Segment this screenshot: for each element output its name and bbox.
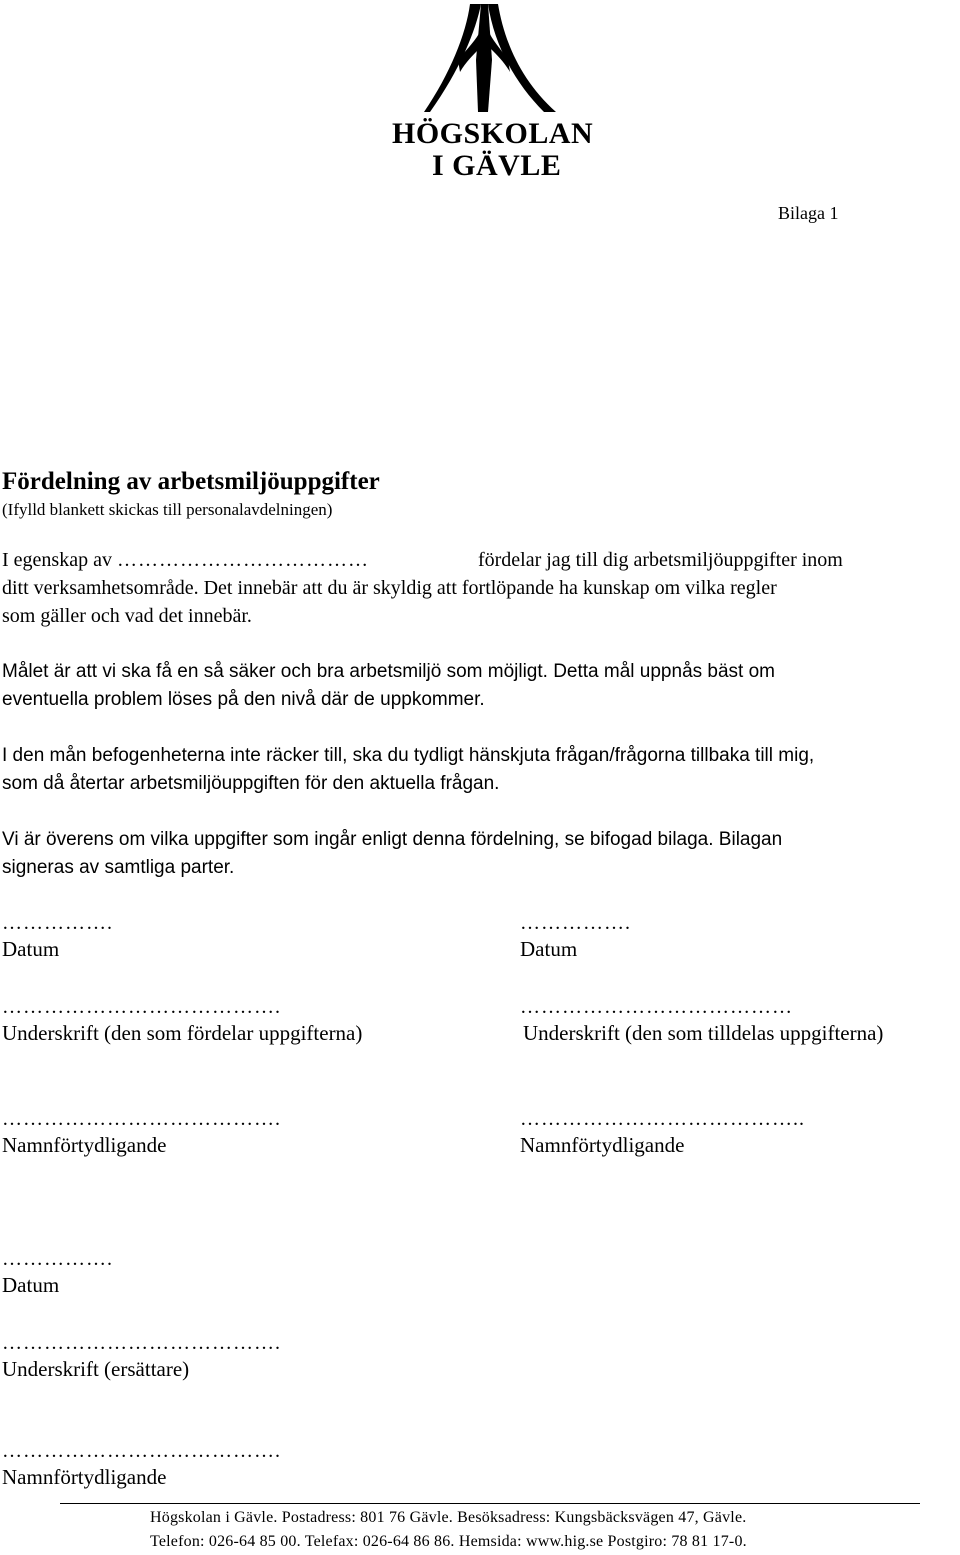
substitute-name-label: Namnförtydligande xyxy=(2,1465,167,1489)
university-logo xyxy=(380,0,600,190)
footer-divider xyxy=(60,1503,920,1504)
signature-label-left: Underskrift (den som fördelar uppgifterna) xyxy=(2,1021,363,1045)
substitute-signature-field[interactable]: …………………………………. xyxy=(2,1332,281,1354)
substitute-signature-label: Underskrift (ersättare) xyxy=(2,1357,190,1381)
p1-end-text: fördelar jag till dig arbetsmiljöuppgifter inom xyxy=(477,549,843,571)
paragraph-4-line-2: signeras av samtliga parter. xyxy=(2,857,235,878)
date-label-left: Datum xyxy=(2,937,60,961)
paragraph-4-line-1: Vi är överens om vilka uppgifter som ingår enligt denna fördelning, se bifogad bilaga. Bilagan xyxy=(2,829,783,850)
substitute-date-label: Datum xyxy=(2,1273,60,1297)
name-field-left[interactable]: …………………………………. xyxy=(2,1108,281,1130)
paragraph-2-line-2: eventuella problem löses på den nivå där de uppkommer. xyxy=(2,689,485,710)
date-field-right[interactable]: ……………. xyxy=(520,912,631,934)
footer-address: Högskolan i Gävle. Postadress: 801 76 Gävle. Besöksadress: Kungsbäcksvägen 47, Gävle. xyxy=(150,1509,747,1526)
date-label-right: Datum xyxy=(520,937,578,961)
p1-fill-dots: ……………………………… xyxy=(116,549,369,571)
substitute-name-field[interactable]: …………………………………. xyxy=(2,1440,281,1462)
date-field-left[interactable]: ……………. xyxy=(2,912,113,934)
paragraph-1-line-1 xyxy=(2,546,843,574)
attachment-label: Bilaga 1 xyxy=(778,203,839,223)
signature-field-right[interactable]: ………………………………… xyxy=(520,996,793,1018)
name-field-right[interactable]: ………………………………….. xyxy=(520,1108,805,1130)
paragraph-3-line-1: I den mån befogenheterna inte räcker till, ska du tydligt hänskjuta frågan/frågorna tillbaka till mig, xyxy=(2,745,815,766)
paragraph-2-line-1: Målet är att vi ska få en så säker och bra arbetsmiljö som möjligt. Detta mål uppnås bäst om xyxy=(2,661,775,682)
university-emblem-icon xyxy=(380,0,600,120)
paragraph-1-line-3: som gäller och vad det innebär. xyxy=(2,605,252,627)
footer-contact: Telefon: 026-64 85 00. Telefax: 026-64 86 86. Hemsida: www.hig.se Postgiro: 78 81 17-0. xyxy=(150,1533,747,1550)
logo-line2: I GÄVLE xyxy=(432,149,562,182)
paragraph-1-line-2: ditt verksamhetsområde. Det innebär att du är skyldig att fortlöpande ha kunskap om vilka regler xyxy=(2,577,777,599)
page-title: Fördelning av arbetsmiljöuppgifter xyxy=(2,468,380,495)
page-subtitle: (Ifylld blankett skickas till personalavdelningen) xyxy=(2,500,333,519)
p1-start-text: I egenskap av xyxy=(2,549,112,571)
name-label-right: Namnförtydligande xyxy=(520,1133,685,1157)
paragraph-3-line-2: som då återtar arbetsmiljöuppgiften för den aktuella frågan. xyxy=(2,773,500,794)
signature-label-right: Underskrift (den som tilldelas uppgifterna) xyxy=(523,1021,884,1045)
substitute-date-field[interactable]: ……………. xyxy=(2,1248,113,1270)
name-label-left: Namnförtydligande xyxy=(2,1133,167,1157)
signature-field-left[interactable]: …………………………………. xyxy=(2,996,281,1018)
logo-line1: HÖGSKOLAN xyxy=(392,117,594,150)
